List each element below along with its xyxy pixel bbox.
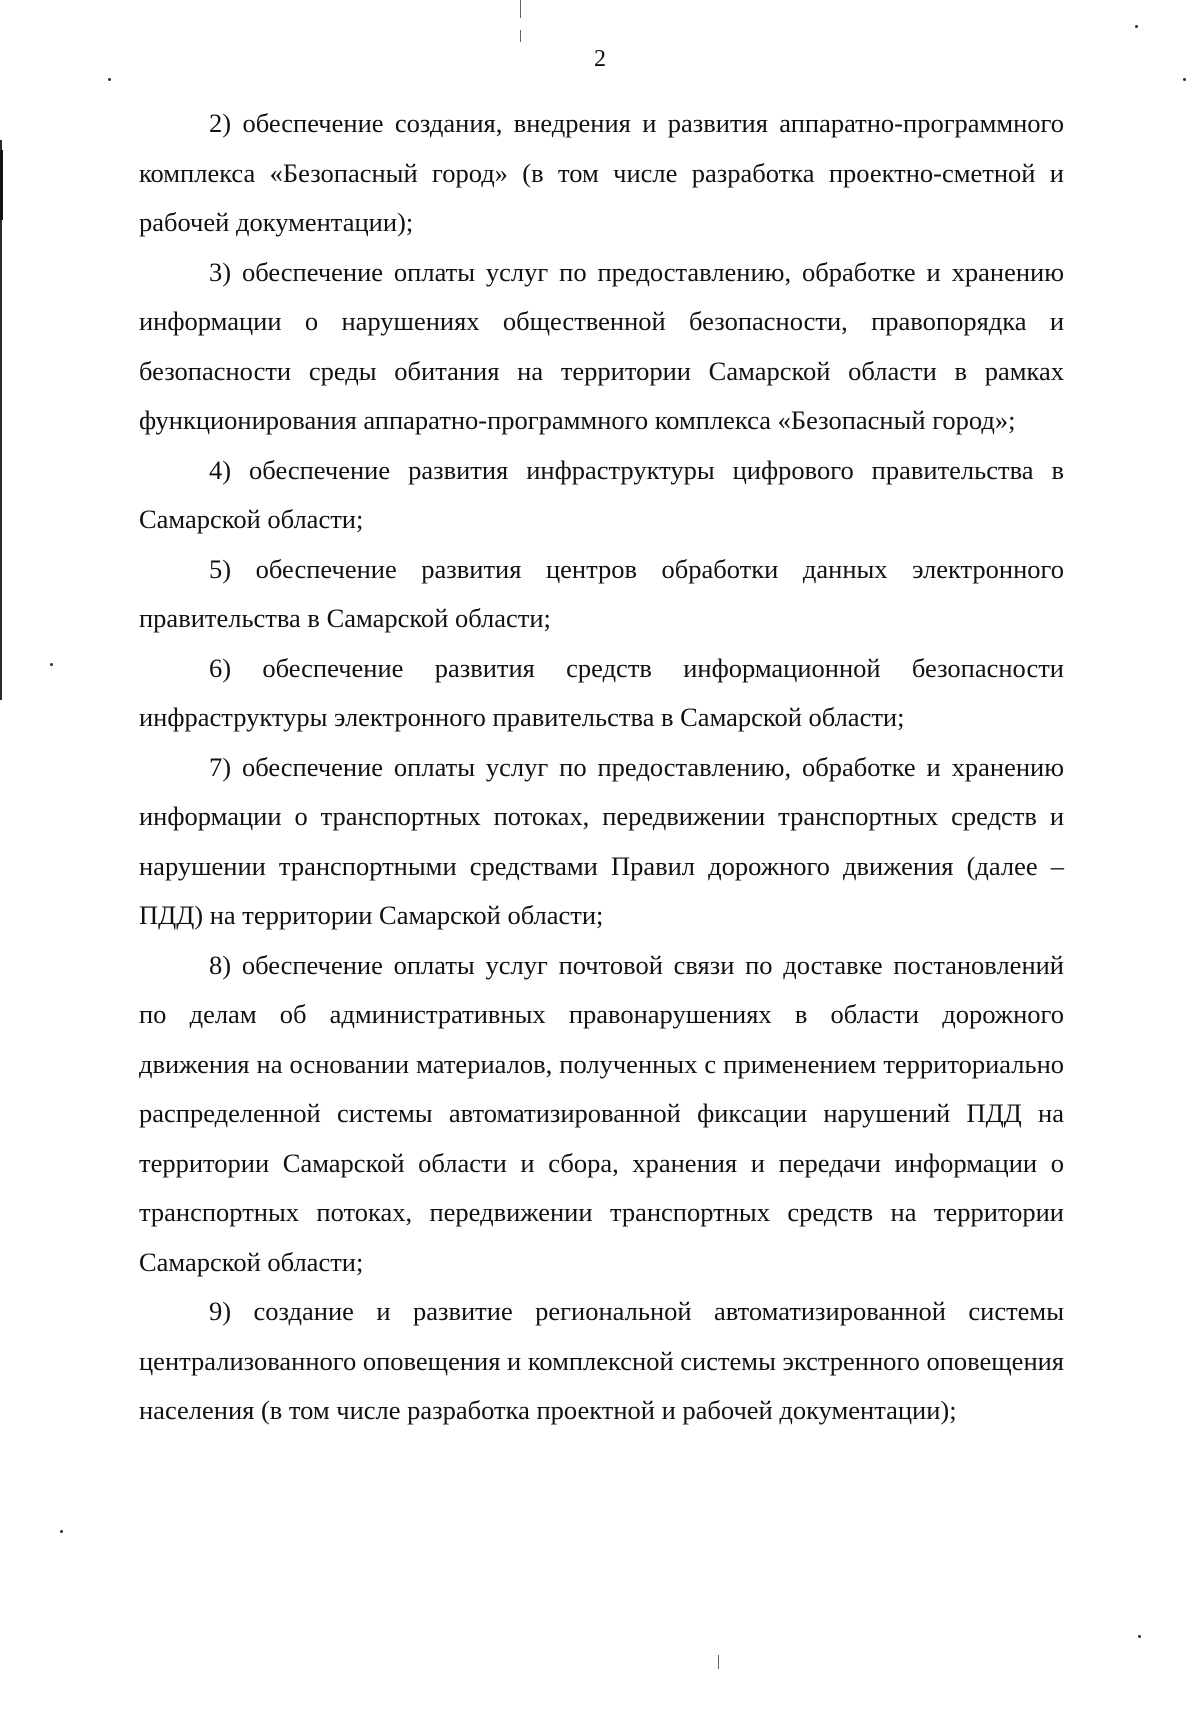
list-item: 4) обеспечение развития инфраструктуры цифрового правительства в Самарской области;: [139, 454, 1064, 534]
list-item: 9) создание и развитие региональной автоматизированной системы централизованного оповещения и комплексной системы экстренного оповещения населения (в том числе разработка проектной и рабочей документации);: [139, 1296, 1064, 1425]
fold-mark: [520, 0, 521, 18]
list-item: 8) обеспечение оплаты услуг почтовой связи по доставке постановлений по делам об административных правонарушениях в области дорожного движения на основании материалов, полученных с применением территориально распределенной системы автоматизированной фиксации нарушений ПДД на территории Самарской области и сбора, хранения и передачи информации о транспортных потоках, передвижении транспортных средств на территории Самарской области;: [139, 949, 1064, 1277]
scan-edge-artifact: [0, 140, 2, 700]
scan-speck: [108, 78, 111, 81]
scan-speck: [1135, 25, 1138, 28]
fold-mark: [718, 1655, 719, 1669]
list-item: 6) обеспечение развития средств информационной безопасности инфраструктуры электронного правительства в Самарской области;: [139, 652, 1064, 732]
list-item: 7) обеспечение оплаты услуг по предоставлению, обработке и хранению информации о транспортных потоках, передвижении транспортных средств и нарушении транспортными средствами Правил дорожного движения (далее – ПДД) на территории Самарской области;: [139, 751, 1064, 930]
document-body: [139, 99, 1064, 1436]
scan-edge-artifact-dark: [0, 150, 3, 220]
scan-speck: [60, 1530, 63, 1533]
scan-speck: [1138, 1635, 1141, 1638]
scan-speck: [50, 663, 53, 666]
list-item: 5) обеспечение развития центров обработки данных электронного правительства в Самарской области;: [139, 553, 1064, 633]
list-item: 3) обеспечение оплаты услуг по предоставлению, обработке и хранению информации о нарушениях общественной безопасности, правопорядка и безопасности среды обитания на территории Самарской области в рамках функционирования аппаратно-программного комплекса «Безопасный город»;: [139, 256, 1064, 435]
list-item: 2) обеспечение создания, внедрения и развития аппаратно-программного комплекса «Безопасный город» (в том числе разработка проектно-сметной и рабочей документации);: [139, 108, 1064, 237]
page-number: 2: [594, 46, 606, 72]
scan-speck: [1183, 78, 1186, 81]
fold-mark: [520, 30, 521, 42]
